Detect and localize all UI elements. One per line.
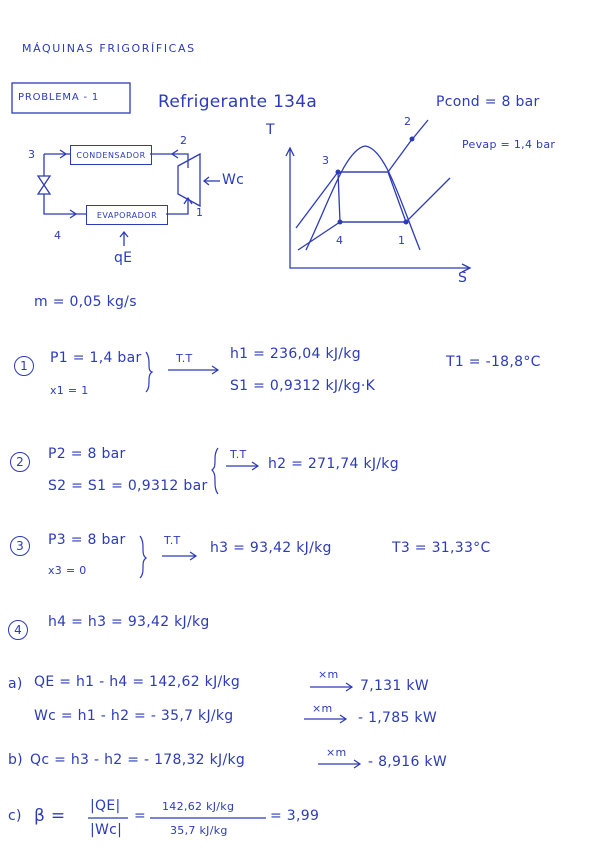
answer-b-qc-result: - 8,916 kW [368, 754, 447, 770]
state-3-line2: x3 = 0 [48, 564, 87, 577]
schematic-point-4: 4 [54, 229, 62, 242]
answer-a-qe: QE = h1 - h4 = 142,62 kJ/kg [34, 674, 241, 690]
state-4-marker: 4 [8, 620, 28, 640]
ts-x-axis-label: S [458, 270, 468, 286]
state-1-line2: x1 = 1 [50, 384, 89, 397]
answer-b-qc: Qc = h3 - h2 = - 178,32 kJ/kg [30, 752, 246, 768]
schematic-point-1: 1 [196, 206, 204, 219]
answer-c-num-val: 142,62 kJ/kg [162, 800, 235, 813]
answer-a-label: a) [8, 676, 23, 692]
p-cond-label: Pcond = 8 bar [436, 94, 540, 110]
ts-diagram-lines [286, 120, 470, 272]
state-1-line1: P1 = 1,4 bar [50, 350, 142, 366]
ts-point-4: 4 [336, 234, 344, 247]
state-2-marker: 2 [10, 452, 30, 472]
answer-c-label: c) [8, 808, 22, 824]
state-3-marker: 3 [10, 536, 30, 556]
answer-a-wc-result: - 1,785 kW [358, 710, 437, 726]
state-1-marker: 1 [14, 356, 34, 376]
answer-a-qe-result: 7,131 kW [360, 678, 429, 694]
ts-point-2: 2 [404, 115, 412, 128]
state-2-tables: T.T [230, 448, 247, 461]
answer-b-qc-times: ×m [326, 746, 347, 759]
state-2-line1: P2 = 8 bar [48, 446, 126, 462]
page-title: MÁQUINAS FRIGORÍFICAS [22, 42, 196, 55]
state-3-h3: h3 = 93,42 kJ/kg [210, 540, 332, 556]
table-arrows [88, 352, 360, 818]
p-evap-label: Pevap = 1,4 bar [462, 138, 556, 151]
schematic-point-2: 2 [180, 134, 188, 147]
heat-label: qE [114, 250, 133, 266]
ts-y-axis-label: T [266, 122, 275, 138]
state-4-line1: h4 = h3 = 93,42 kJ/kg [48, 614, 210, 630]
ts-point-3: 3 [322, 154, 330, 167]
answer-a-qe-times: ×m [318, 668, 339, 681]
ts-point-1: 1 [398, 234, 406, 247]
answer-a-wc-times: ×m [312, 702, 333, 715]
mass-flow: m = 0,05 kg/s [34, 294, 137, 310]
refrigerant-label: Refrigerante 134a [158, 92, 318, 112]
condenser-box: CONDENSADOR [70, 145, 152, 165]
evaporator-box: EVAPORADOR [86, 205, 168, 225]
state-2-h2: h2 = 271,74 kJ/kg [268, 456, 399, 472]
work-label: Wc [222, 172, 245, 188]
state-3-temp: T3 = 31,33°C [392, 540, 491, 556]
state-1-s1: S1 = 0,9312 kJ/kg·K [230, 378, 376, 394]
state-3-line1: P3 = 8 bar [48, 532, 126, 548]
state-3-tables: T.T [164, 534, 181, 547]
problem-label: PROBLEMA - 1 [18, 92, 99, 103]
state-2-line2: S2 = S1 = 0,9312 bar [48, 478, 208, 494]
answer-a-wc: Wc = h1 - h2 = - 35,7 kJ/kg [34, 708, 234, 724]
state-1-tables: T.T [176, 352, 193, 365]
state-1-temp: T1 = -18,8°C [446, 354, 541, 370]
answer-c-eq: = [134, 808, 147, 824]
answer-c-den-val: 35,7 kJ/kg [170, 824, 228, 837]
answer-c-den-sym: |Wc| [90, 822, 123, 838]
state-1-h1: h1 = 236,04 kJ/kg [230, 346, 361, 362]
answer-c-num-sym: |QE| [90, 798, 121, 814]
answer-c-result: = 3,99 [270, 808, 320, 824]
answer-b-label: b) [8, 752, 23, 768]
answer-c-beta: β = [34, 806, 66, 826]
schematic-point-3: 3 [28, 148, 36, 161]
